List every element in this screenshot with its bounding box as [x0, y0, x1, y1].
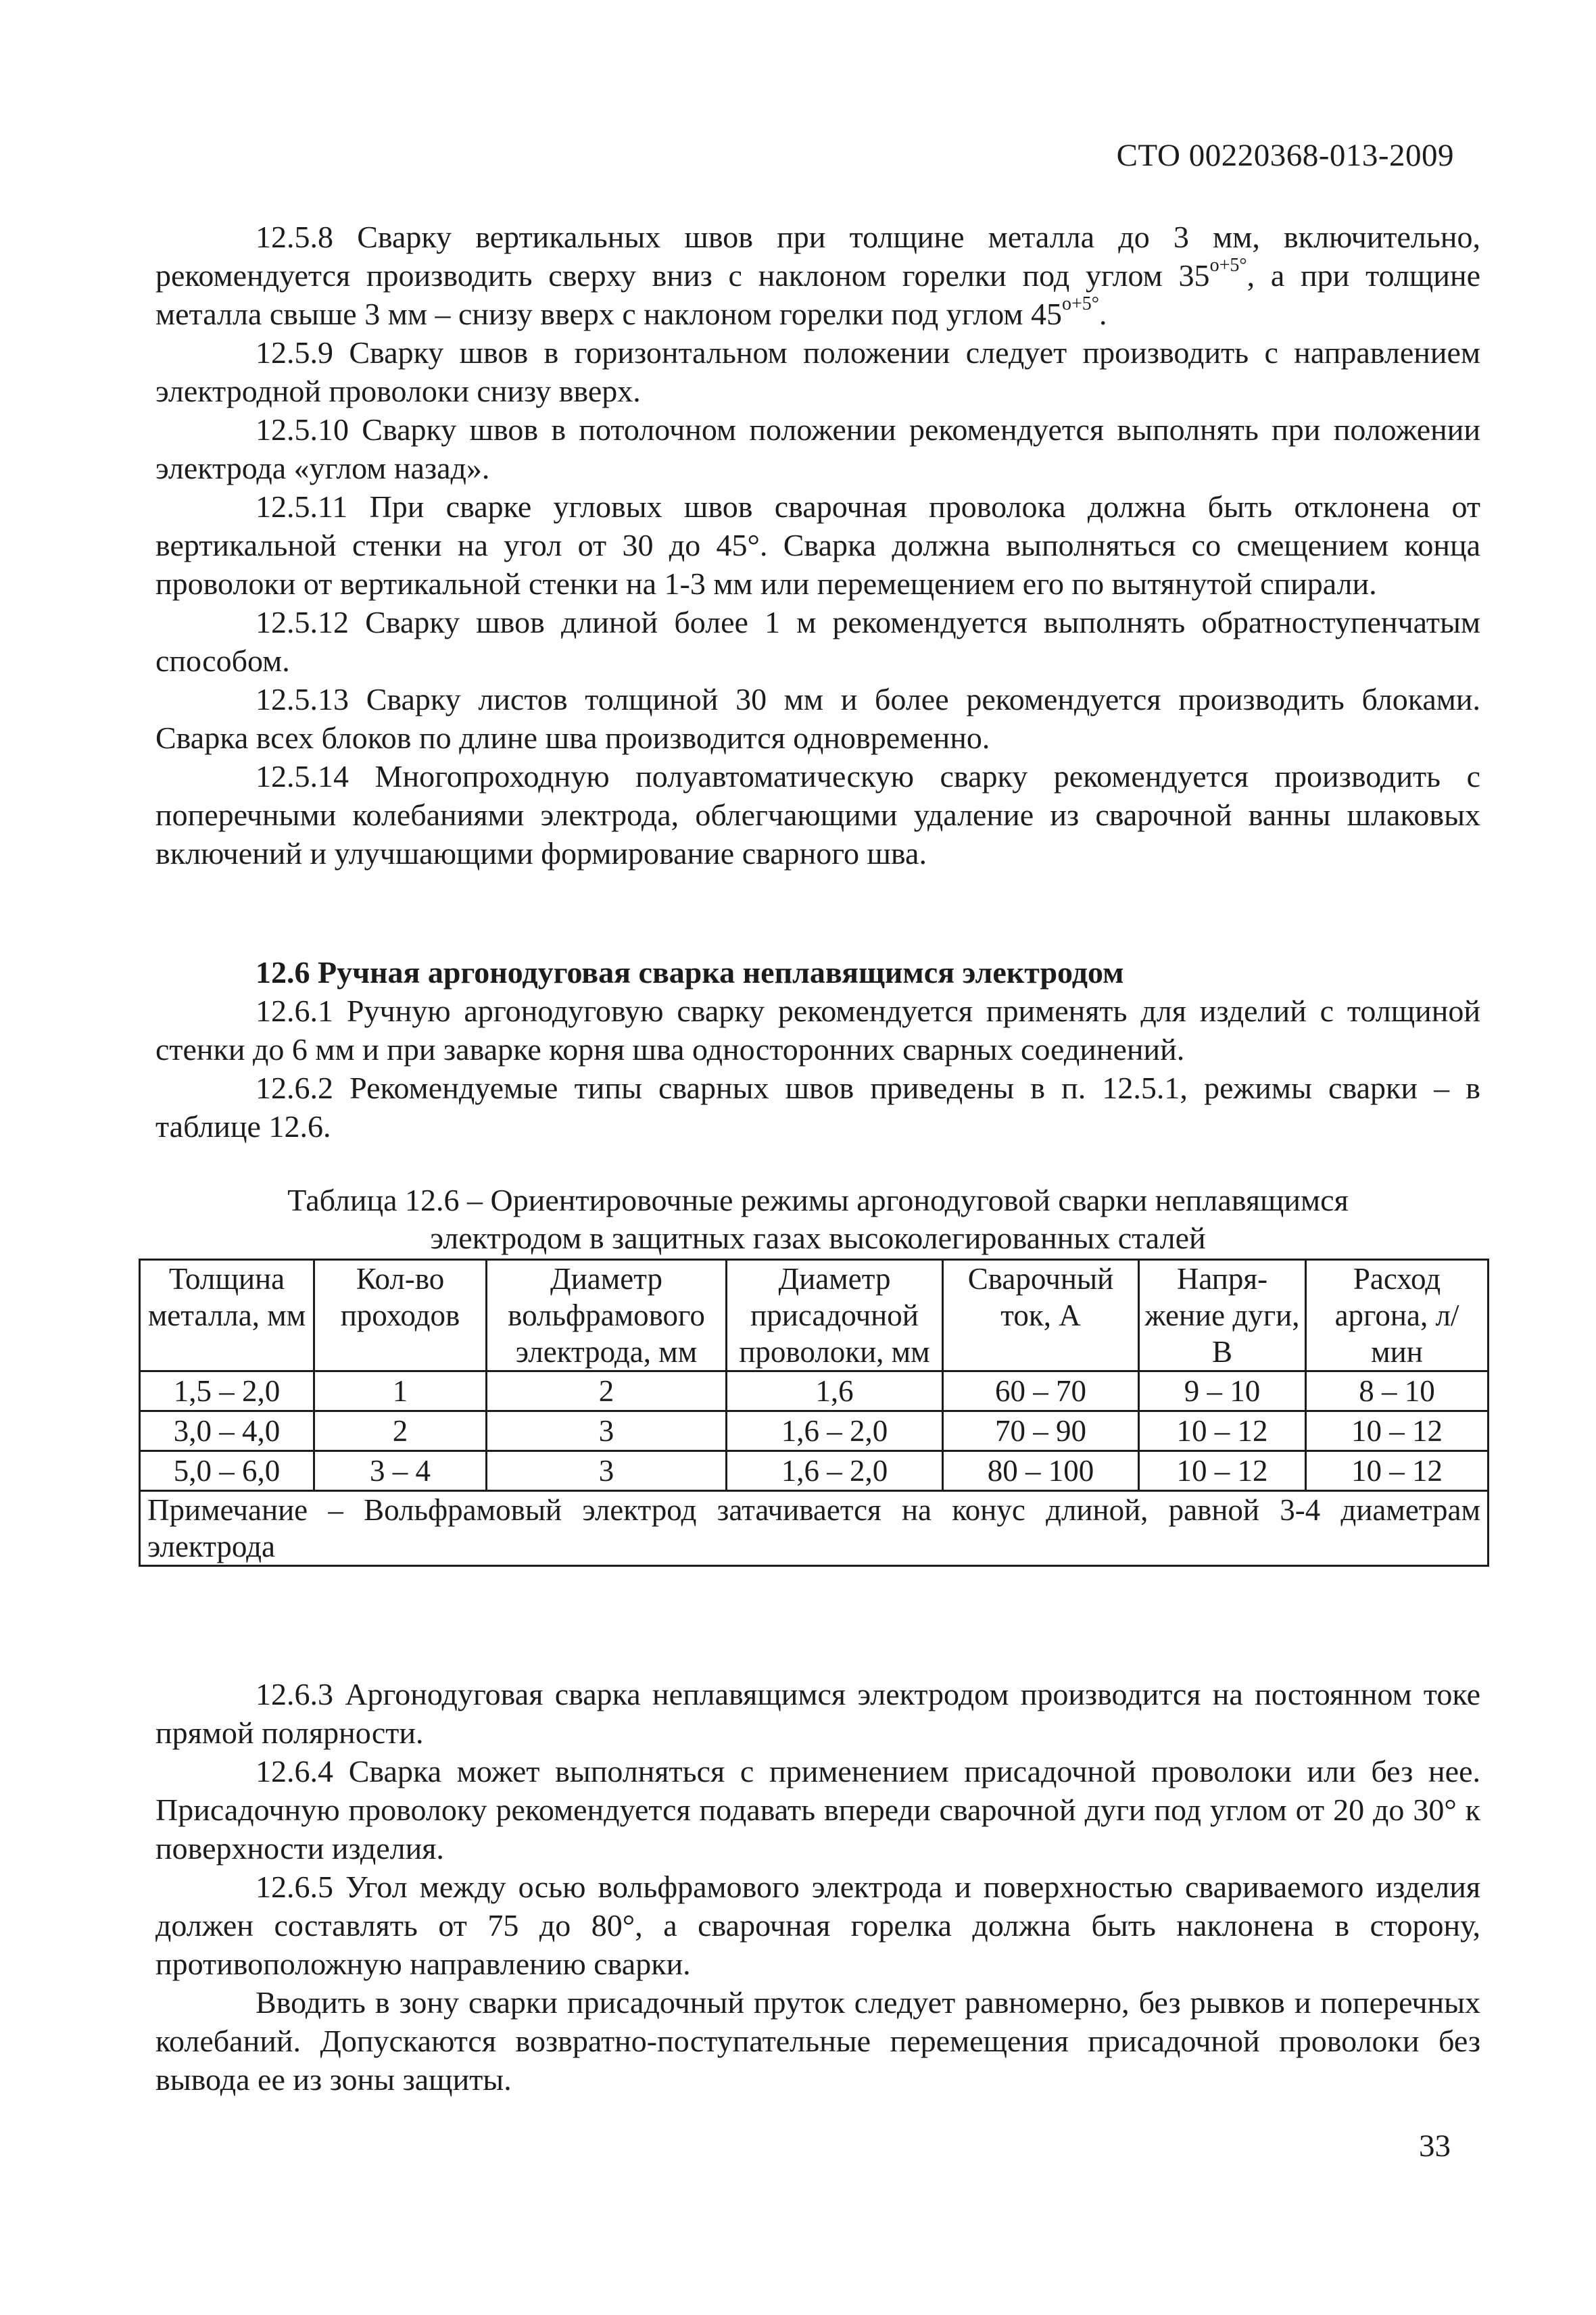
paragraph-filler-rod: Вводить в зону сварки присадочный пруток следует равномерно, без рывков и поперечных колебаний. Допускаются возвратно-поступательные перемещения присадочной проволоки без вывода ее из зоны защиты.: [155, 1985, 1480, 2097]
table-cell: 1,5 – 2,0: [140, 1371, 314, 1411]
page-number: 33: [1419, 2128, 1451, 2164]
table-cell: 2: [487, 1371, 727, 1411]
superscript-tolerance: o+5°: [1061, 293, 1099, 314]
column-header: Диаметр вольфрамового электрода, мм: [487, 1260, 727, 1371]
column-header: Диаметр присадочной проволоки, мм: [727, 1260, 943, 1371]
table-row: [140, 1411, 1489, 1451]
paragraph-12-5-13: 12.5.13 Сварку листов толщиной 30 мм и более рекомендуется производить блоками. Сварка всех блоков по длине шва производится одновременно.: [155, 682, 1480, 755]
paragraph-12-5-10: 12.5.10 Сварку швов в потолочном положении рекомендуется выполнять при положении электрода «углом назад».: [155, 412, 1480, 485]
column-header: Расход аргона, л/мин: [1306, 1260, 1489, 1371]
table-cell: 70 – 90: [943, 1411, 1139, 1451]
table-cell: 9 – 10: [1139, 1371, 1306, 1411]
paragraph-12-6-5: 12.6.5 Угол между осью вольфрамового электрода и поверхностью свариваемого изделия должен составлять от 75 до 80°, а сварочная горелка должна быть наклонена в сторону, противоположную направлению сварки.: [155, 1870, 1480, 1981]
table-cell: 80 – 100: [943, 1451, 1139, 1491]
table-note-row: [140, 1491, 1489, 1566]
table-cell: 10 – 12: [1139, 1451, 1306, 1491]
table-cell: 1: [314, 1371, 487, 1411]
table-header-row: [140, 1260, 1489, 1371]
text-block-12-6-continued: [155, 1675, 1480, 2099]
table-cell: 10 – 12: [1306, 1411, 1489, 1451]
paragraph-12-5-12: 12.5.12 Сварку швов длиной более 1 м рекомендуется выполнять обратноступенчатым способом.: [155, 605, 1480, 678]
text-block-12-5: [155, 218, 1480, 873]
paragraph-12-5-9: 12.5.9 Сварку швов в горизонтальном положении следует производить с направлением электродной проволоки снизу вверх.: [155, 335, 1480, 408]
welding-modes-table: [139, 1259, 1489, 1567]
paragraph-12-5-14: 12.5.14 Многопроходную полуавтоматическую сварку рекомендуется производить с поперечными колебаниями электрода, облегчающими удаление из сварочной ванны шлаковых включений и улучшающими формирование сварного шва.: [155, 759, 1480, 871]
text-block-12-6: [155, 953, 1480, 1146]
table-note: Примечание – Вольфрамовый электрод затачивается на конус длиной, равной 3-4 диаметрам электрода: [140, 1491, 1489, 1566]
column-header: Сварочный ток, А: [943, 1260, 1139, 1371]
table-cell: 8 – 10: [1306, 1371, 1489, 1411]
column-header: Напря-жение дуги, В: [1139, 1260, 1306, 1371]
paragraph-12-6-4: 12.6.4 Сварка может выполняться с применением присадочной проволоки или без нее. Присадочную проволоку рекомендуется подавать впереди сварочной дуги под углом от 20 до 30° к поверхности изделия.: [155, 1754, 1480, 1866]
table-row: [140, 1371, 1489, 1411]
table-cell: 3 – 4: [314, 1451, 487, 1491]
paragraph-12-6-2: 12.6.2 Рекомендуемые типы сварных швов приведены в п. 12.5.1, режимы сварки – в таблице 12.6.: [155, 1071, 1480, 1144]
table-cell: 1,6 – 2,0: [727, 1451, 943, 1491]
paragraph-12-6-1: 12.6.1 Ручную аргонодуговую сварку рекомендуется применять для изделий с толщиной стенки до 6 мм и при заварке корня шва односторонних сварных соединений.: [155, 994, 1480, 1067]
table-cell: 1,6: [727, 1371, 943, 1411]
section-heading: 12.6 Ручная аргонодуговая сварка неплавящимся электродом: [256, 955, 1124, 990]
paragraph-12-5-8: 12.5.8 Сварку вертикальных швов при толщине металла до 3 мм, включительно, рекомендуется производить сверху вниз с наклоном горелки под углом $35^{o+5^\circ}$, а при толщине металла свыше 3 мм – снизу вверх с наклоном горелки под углом $45^{o+5^\circ}$.: [155, 220, 1480, 331]
column-header: Толщина металла, мм: [140, 1260, 314, 1371]
column-header: Кол-во проходов: [314, 1260, 487, 1371]
table-cell: 10 – 12: [1139, 1411, 1306, 1451]
table-cell: 10 – 12: [1306, 1451, 1489, 1491]
paragraph-12-6-3: 12.6.3 Аргонодуговая сварка неплавящимся электродом производится на постоянном токе прямой полярности.: [155, 1677, 1480, 1750]
table-cell: 5,0 – 6,0: [140, 1451, 314, 1491]
paragraph-12-5-11: 12.5.11 При сварке угловых швов сварочная проволока должна быть отклонена от вертикальной стенки на угол от 30 до 45°. Сварка должна выполняться со смещением конца проволоки от вертикальной стенки на 1-3 мм или перемещением его по вытянутой спирали.: [155, 489, 1480, 601]
table-cell: 3: [487, 1411, 727, 1451]
table-cell: 2: [314, 1411, 487, 1451]
superscript-tolerance: o+5°: [1209, 255, 1247, 276]
document-code: СТО 00220368-013-2009: [1116, 138, 1454, 173]
table-cell: 60 – 70: [943, 1371, 1139, 1411]
table-caption: Таблица 12.6 – Ориентировочные режимы аргонодуговой сварки неплавящимся электродом в защитных газах высоколегированных сталей: [287, 1183, 1349, 1255]
table-row: [140, 1451, 1489, 1491]
table-cell: 3: [487, 1451, 727, 1491]
table-cell: 1,6 – 2,0: [727, 1411, 943, 1451]
table-cell: 3,0 – 4,0: [140, 1411, 314, 1451]
